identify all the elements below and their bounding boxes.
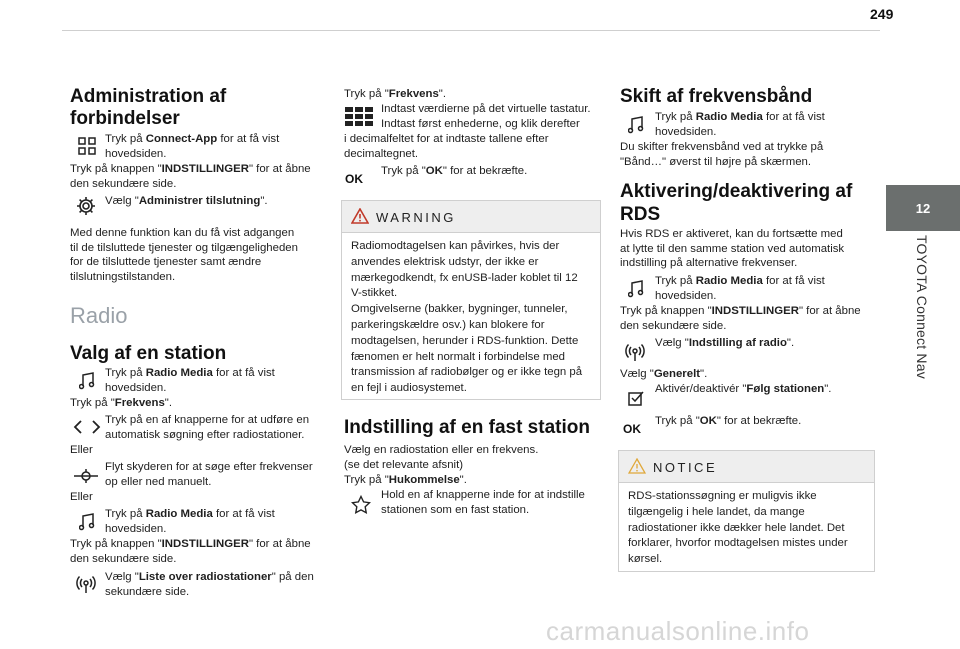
admin-step2-cont: den sekundære side.	[70, 178, 177, 190]
keypad-icon	[344, 106, 374, 128]
star-icon	[350, 494, 372, 516]
chevrons-icon	[72, 416, 102, 438]
radio-settings-icon	[624, 341, 646, 363]
skift-step1: Tryk på Radio Media for at få vist	[655, 111, 825, 123]
warning-text: Radiomodtagelsen kan påvirkes, hvis der anvendes elektrisk udstyr, der ikke er mærkegodkendt, fx enUSB-lader koblet til 12 V-stikket. Omgivelserne (bakker, bygninger, tunneler, parkeringskældre osv.) kan blokere for modtagelsen, herunder i RDS-funktion. Dette fænomen er helt normalt i forbindelse med transmission af radiobølger og er ikke tegn på en fejl i audiosystemet.	[351, 240, 583, 395]
fast-step4-cont: stationen som en fast station.	[381, 504, 530, 516]
admin-heading-line1: Administration af	[70, 86, 227, 107]
valg-step7-cont: sekundære side.	[105, 586, 190, 598]
ok-label: OK	[345, 172, 363, 186]
admin-step3: Vælg "Administrer tilslutning".	[105, 195, 268, 207]
valg-step5-cont: hovedsiden.	[105, 523, 167, 535]
warning-header	[342, 201, 600, 233]
frekvens-step3: Tryk på "OK" for at bekræfte.	[381, 165, 528, 177]
chapter-title: TOYOTA Connect Nav	[914, 235, 930, 379]
fast-step2: (se det relevante afsnit)	[344, 459, 464, 471]
valg-step1: Tryk på Radio Media for at få vist	[105, 367, 275, 379]
skift-step2: Du skifter frekvensbånd ved at trykke på	[620, 141, 824, 153]
watermark: carmanualsonline.info	[546, 616, 810, 646]
rds-step1-cont: hovedsiden.	[655, 290, 717, 302]
page-number: 249	[870, 6, 894, 22]
rds-step1: Tryk på Radio Media for at få vist	[655, 275, 825, 287]
warning-box	[341, 200, 601, 400]
rds-step2: Tryk på knappen "INDSTILLINGER" for at åbne	[620, 305, 861, 317]
valg-step5: Tryk på Radio Media for at få vist	[105, 508, 275, 520]
gear-settings-icon	[75, 195, 97, 217]
notice-box	[618, 450, 875, 572]
frekvens-step1: Tryk på "Frekvens".	[344, 88, 447, 100]
rds-heading-line1: Aktivering/deaktivering af	[620, 181, 853, 202]
valg-step1-cont: hovedsiden.	[105, 382, 167, 394]
valg-step4-cont: op eller ned manuelt.	[105, 476, 212, 488]
eller-1: Eller	[70, 444, 93, 456]
admin-step1-cont: hovedsiden.	[105, 148, 167, 160]
rds-step2-cont: den sekundære side.	[620, 320, 727, 332]
notice-label: NOTICE	[653, 460, 718, 475]
admin-step1: Tryk på Connect-App for at få vist	[105, 133, 280, 145]
skift-step2-cont: "Bånd…" øverst til højre på skærmen.	[620, 156, 812, 168]
radio-heading: Radio	[70, 303, 128, 328]
valg-step2: Tryk på "Frekvens".	[70, 397, 173, 409]
valg-step7: Vælg "Liste over radiostationer" på den	[105, 571, 314, 583]
chapter-tab[interactable]: 12	[886, 185, 960, 231]
skift-step1-cont: hovedsiden.	[655, 126, 717, 138]
frekvens-step2-l2: Indtast først enhederne, og klik derefter	[381, 118, 580, 130]
radio-list-icon	[75, 573, 97, 595]
notice-icon	[628, 458, 646, 479]
music-note-icon	[76, 511, 98, 533]
admin-heading-line2: forbindelser	[70, 108, 180, 129]
music-note-icon	[76, 370, 98, 392]
fast-step3: Tryk på "Hukommelse".	[344, 474, 467, 486]
skift-heading: Skift af frekvensbånd	[620, 86, 813, 107]
warning-label: WARNING	[376, 210, 456, 225]
fast-step4: Hold en af knapperne inde for at indstille	[381, 489, 585, 501]
valg-step3: Tryk på en af knapperne for at udføre en	[105, 414, 310, 426]
frekvens-step2-l4: decimaltegnet.	[344, 148, 419, 160]
valg-step4: Flyt skyderen for at søge efter frekvenser	[105, 461, 313, 473]
frekvens-step2-l3: i decimalfeltet for at indtaste tallene efter	[344, 133, 549, 145]
frekvens-step2: Indtast værdierne på det virtuelle tastatur.	[381, 103, 591, 115]
fast-step1: Vælg en radiostation eller en frekvens.	[344, 444, 539, 456]
rds-step4: Vælg "Generelt".	[620, 368, 708, 380]
music-note-icon	[625, 114, 647, 136]
slider-icon	[73, 465, 99, 487]
valg-step6: Tryk på knappen "INDSTILLINGER" for at åbne	[70, 538, 311, 550]
valg-step6-cont: den sekundære side.	[70, 553, 177, 565]
notice-text: RDS-stationssøgning er muligvis ikke tilgængelig i hele landet, da mange radiostationer ikke dækker hele landet. Det forklarer, hvorfor modtagelsen mistes under kørsel.	[628, 490, 848, 566]
eller-2: Eller	[70, 491, 93, 503]
rds-intro: Hvis RDS er aktiveret, kan du fortsætte med at lytte til den samme station ved automatisk indstilling på alternative frekvenser.	[620, 228, 845, 270]
admin-step2: Tryk på knappen "INDSTILLINGER" for at åbne	[70, 163, 311, 175]
rds-step6: Tryk på "OK" for at bekræfte.	[655, 415, 802, 427]
valg-step3-cont: automatisk søgning efter radiostationer.	[105, 429, 305, 441]
rds-heading-line2: RDS	[620, 204, 661, 225]
top-divider	[62, 30, 880, 31]
warning-icon	[351, 208, 369, 229]
notice-header	[619, 451, 874, 483]
rds-step3: Vælg "Indstilling af radio".	[655, 337, 795, 349]
checkbox-icon	[625, 387, 647, 409]
grid-app-icon	[76, 135, 98, 157]
music-note-icon	[625, 278, 647, 300]
ok-label: OK	[623, 422, 641, 436]
admin-paragraph: Med denne funktion kan du få vist adgangen til de tilsluttede tjenester og tilgængeligheden for de tilsluttede tjenester samt ændre tilslutningstilstanden.	[70, 227, 298, 283]
rds-step5: Aktivér/deaktivér "Følg stationen".	[655, 383, 832, 395]
valg-heading: Valg af en station	[70, 343, 227, 364]
fast-station-heading: Indstilling af en fast station	[344, 417, 590, 438]
